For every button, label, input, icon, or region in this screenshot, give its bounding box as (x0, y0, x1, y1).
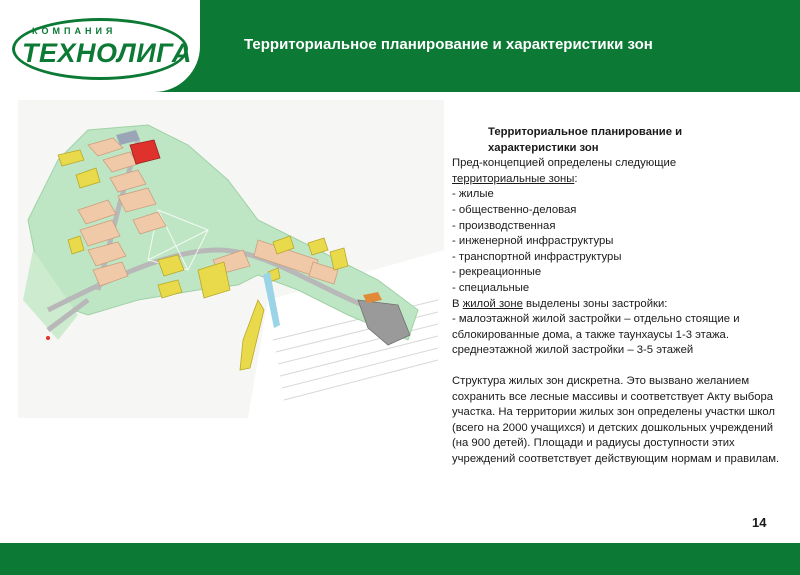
midrise-item: среднеэтажной жилой застройки – 3-5 этажей (452, 344, 694, 357)
slide-heading-line-1: Территориальное планирование и (488, 126, 683, 138)
intro-zones-line (452, 172, 782, 188)
logo-brand-name: ТЕХНОЛИГА (22, 38, 192, 68)
zone-item: - специальные (452, 281, 530, 294)
slide-heading-line-2: характеристики зон (488, 141, 599, 154)
zone-item: - транспортной инфраструктуры (452, 250, 622, 263)
zone-item: - производственная (452, 219, 556, 232)
footer-bar (0, 543, 800, 575)
territorial-zones-link-text: территориальные зоны (452, 172, 575, 185)
text-block (452, 125, 782, 467)
residential-prefix: В (452, 297, 463, 310)
lowrise-item: - малоэтажной жилой застройки – отдельно стоящие и сблокированные дома, а также таунхаусы 1-3 этажа. (452, 313, 740, 341)
residential-zone-line (452, 297, 782, 313)
zone-item: - общественно-деловая (452, 203, 577, 216)
plan-marker (46, 336, 50, 340)
intro-colon: : (574, 172, 578, 185)
page-number: 14 (752, 515, 767, 530)
residential-zone-underlined: жилой зоне (462, 297, 523, 310)
logo-company-label: КОМПАНИЯ (32, 26, 117, 36)
logo-panel (0, 0, 200, 92)
header-bar (0, 0, 800, 92)
page-title: Территориальное планирование и характеристики зон (244, 36, 653, 53)
zone-item: - рекреационные (452, 266, 542, 279)
body-paragraph: Структура жилых зон дискретна. Это вызвано желанием сохранить все лесные массивы и соответствует Акту выбора участка. На территории жилых зон определены участки школ (всего на 2000 учащихся) и детских дошкольных учреждений (на 900 детей). Площади и радиусы доступности этих учреждений соответствует действующим нормам и правилам. (452, 374, 780, 465)
site-plan-image (18, 100, 444, 418)
zone-item: - жилые (452, 188, 494, 201)
residential-suffix: выделены зоны застройки: (522, 297, 668, 310)
intro-line: Пред-концепцией определены следующие (452, 157, 677, 170)
zone-item: - инженерной инфраструктуры (452, 235, 614, 248)
slide-heading (452, 125, 782, 156)
paragraph-gap (452, 359, 782, 374)
